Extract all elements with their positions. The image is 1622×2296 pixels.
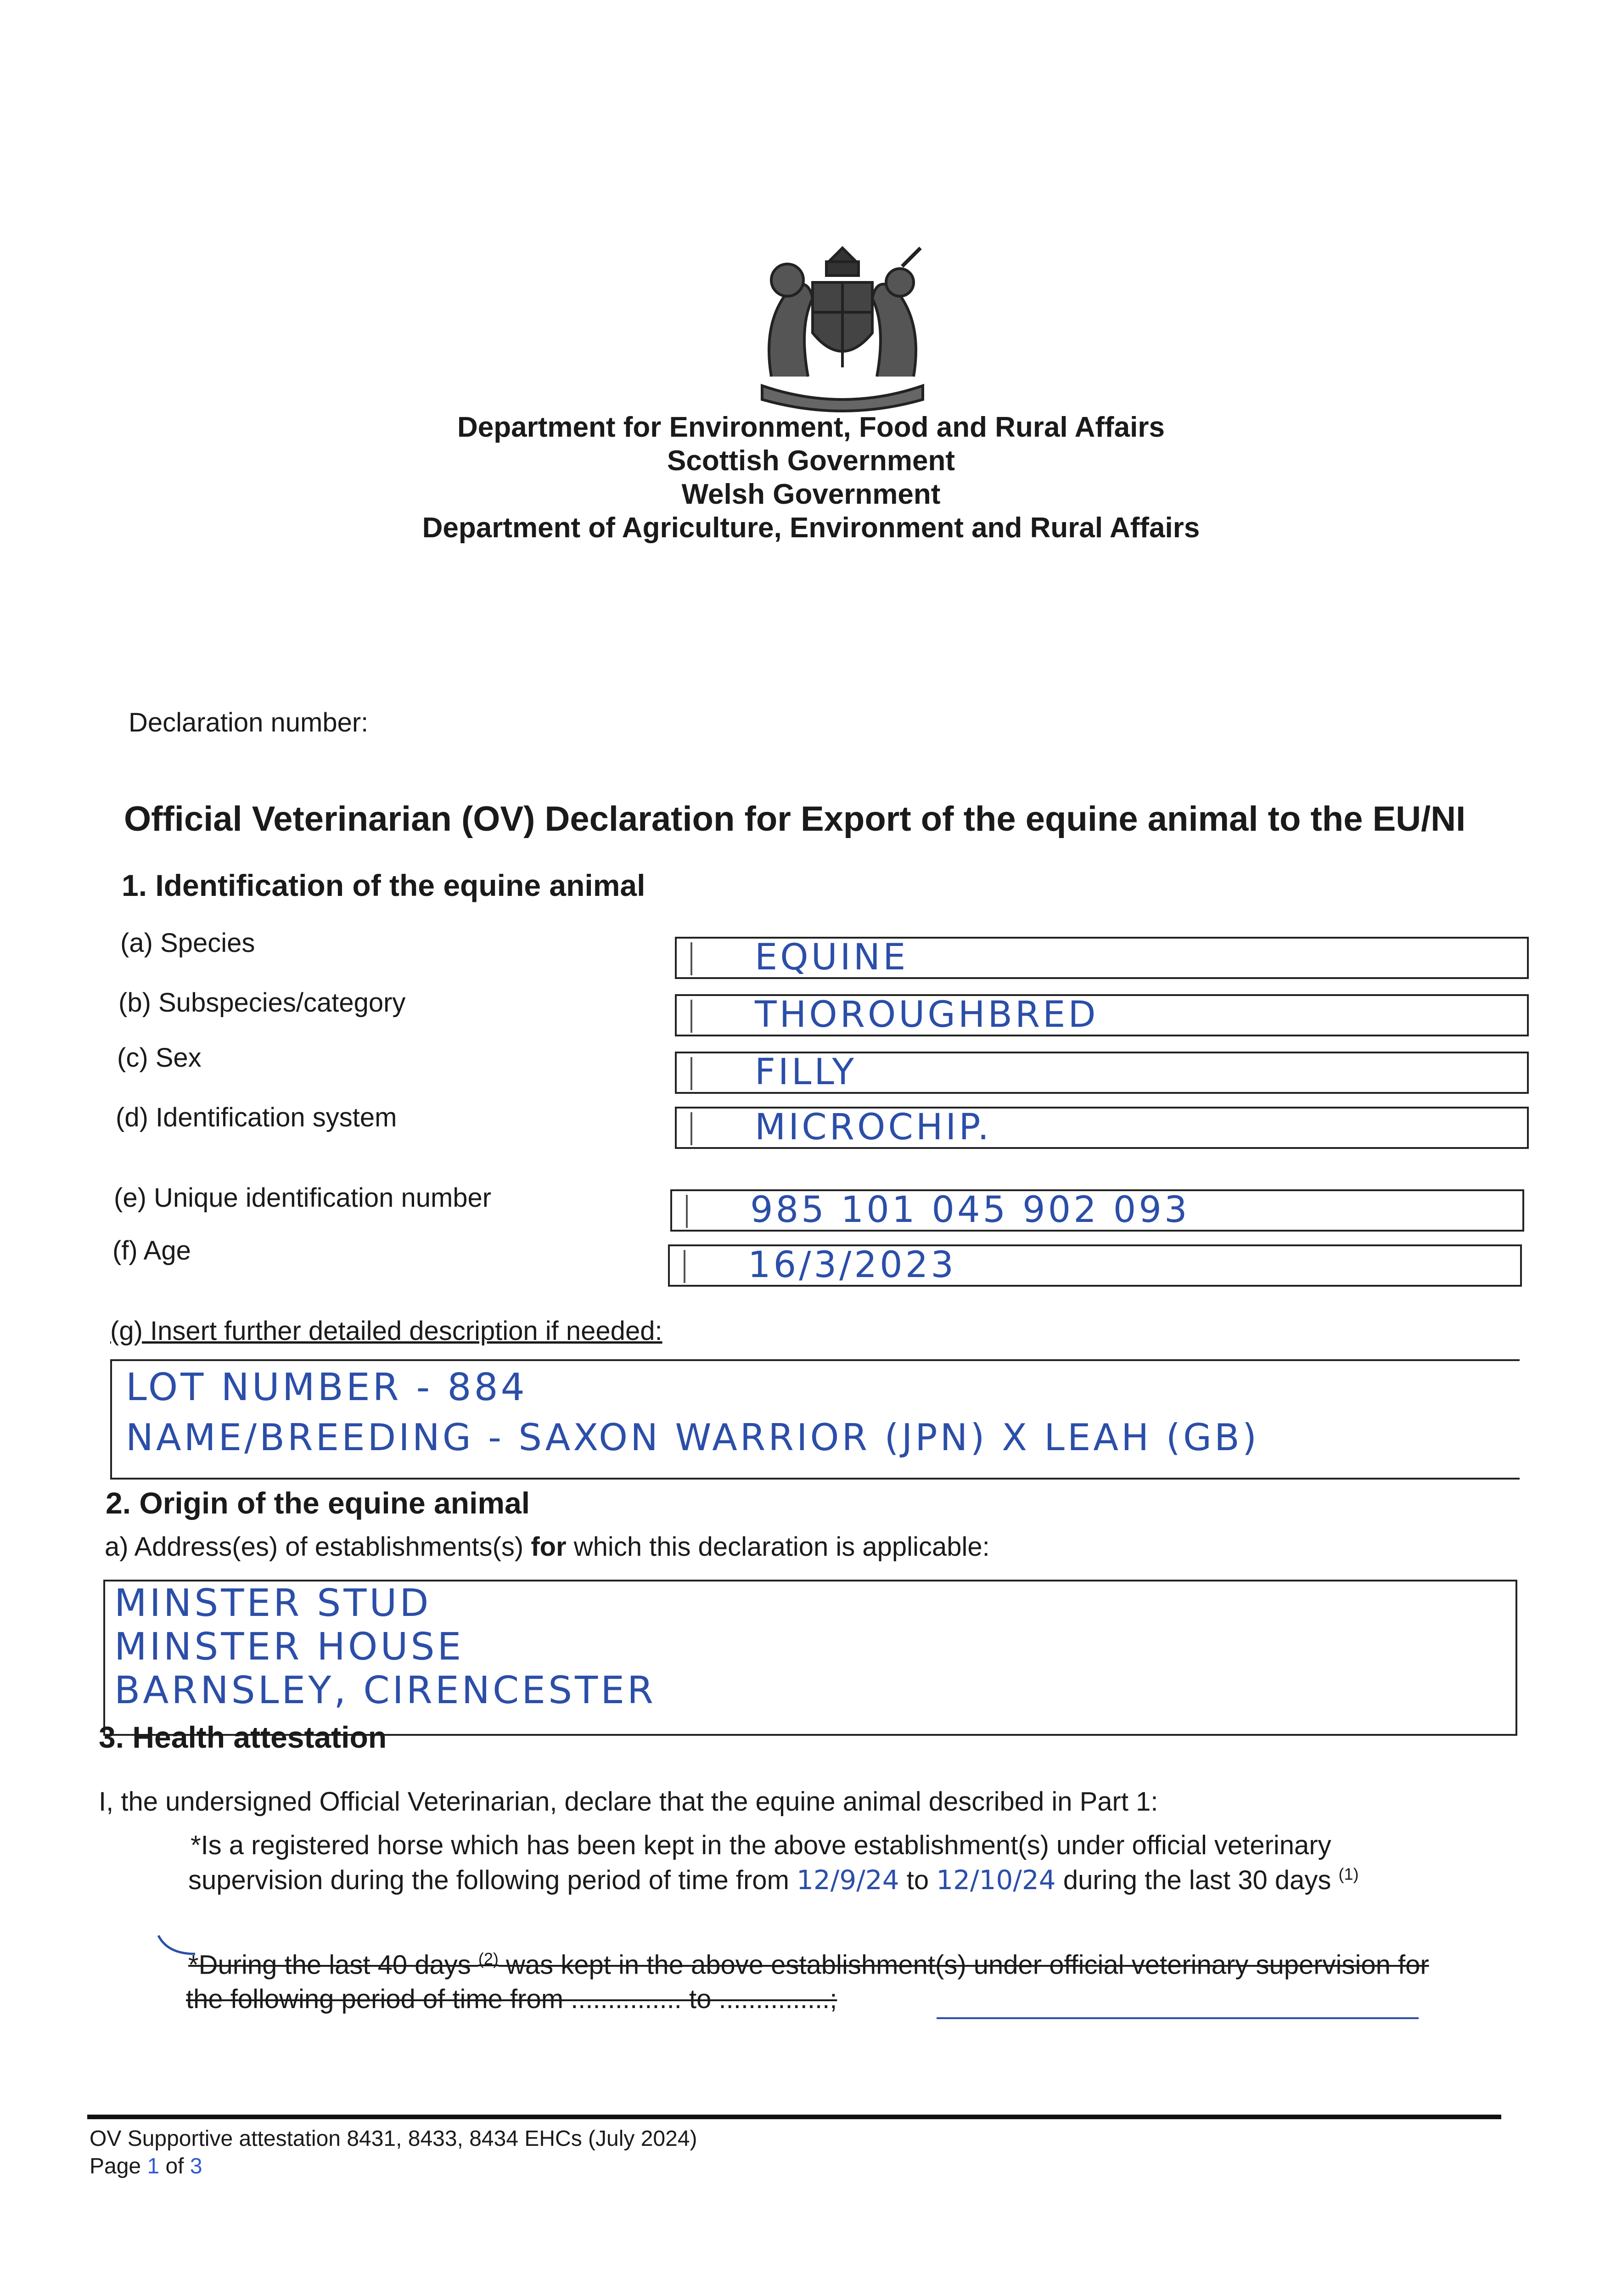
address-box[interactable] [103, 1580, 1517, 1736]
description-line-2: NAME/BREEDING - SAXON WARRIOR (JPN) X LEAH (GB) [126, 1416, 1260, 1459]
section-1-heading: 1. Identification of the equine animal [122, 868, 645, 902]
address-label-bold: for [531, 1532, 567, 1562]
department-defra: Department for Environment, Food and Rural Affairs [457, 411, 1165, 443]
document-title: Official Veterinarian (OV) Declaration for Export of the equine animal to the EU/NI [124, 799, 1466, 838]
clause-1-from-date[interactable]: 12/9/24 [797, 1864, 899, 1896]
sex-label: (c) Sex [117, 1043, 202, 1073]
field-divider [690, 1112, 692, 1145]
subspecies-value: THOROUGHBRED [755, 994, 1099, 1035]
age-label: (f) Age [112, 1236, 191, 1266]
address-line-1: MINSTER STUD [114, 1581, 432, 1625]
species-value: EQUINE [755, 937, 909, 978]
description-line-1: LOT NUMBER - 884 [126, 1366, 528, 1409]
field-divider [690, 1000, 692, 1033]
page-word: Page [90, 2154, 147, 2178]
page-total: 3 [190, 2154, 202, 2178]
species-field[interactable] [675, 937, 1529, 979]
section-3-heading: 3. Health attestation [99, 1720, 387, 1754]
clause-1-pre: supervision during the following period of time from [188, 1865, 797, 1895]
description-box[interactable] [110, 1359, 1520, 1480]
sex-field[interactable] [675, 1052, 1529, 1094]
address-label-pre: a) Address(es) of establishments(s) [105, 1532, 531, 1562]
footer-divider [87, 2115, 1501, 2119]
section-2-heading: 2. Origin of the equine animal [106, 1486, 530, 1520]
field-divider [686, 1195, 688, 1228]
clause-1-to-word: to [899, 1865, 937, 1895]
royal-coat-of-arms-icon [744, 239, 941, 413]
field-divider [690, 942, 692, 975]
unique-id-value: 985 101 045 902 093 [750, 1189, 1190, 1231]
description-label: (g) Insert further detailed description if needed: [110, 1316, 662, 1346]
page-of: of [159, 2154, 190, 2178]
unique-id-label: (e) Unique identification number [114, 1183, 492, 1213]
sex-value: FILLY [755, 1052, 857, 1093]
identification-system-field[interactable] [675, 1107, 1529, 1149]
subspecies-label: (b) Subspecies/category [118, 988, 406, 1018]
clause-1-to-date[interactable]: 12/10/24 [936, 1864, 1056, 1896]
subspecies-field[interactable] [675, 994, 1529, 1036]
address-line-2: MINSTER HOUSE [114, 1625, 464, 1669]
footer-attestation: OV Supportive attestation 8431, 8433, 8434 EHCs (July 2024) [90, 2127, 697, 2151]
clause-2-pre: *During the last 40 days [188, 1950, 478, 1980]
clause-2-line-2: the following period of time from ............... to ...............; [186, 1984, 837, 2014]
field-divider [690, 1057, 692, 1090]
department-daera: Department of Agriculture, Environment and Rural Affairs [422, 512, 1200, 544]
address-line-3: BARNSLEY, CIRENCESTER [114, 1669, 656, 1712]
identification-system-value: MICROCHIP. [755, 1107, 992, 1148]
age-field[interactable] [668, 1244, 1522, 1287]
address-label [105, 1531, 990, 1562]
age-value: 16/3/2023 [748, 1244, 956, 1286]
department-scottish-government: Scottish Government [667, 445, 955, 477]
unique-id-field[interactable] [670, 1189, 1524, 1232]
clause-2-post: was kept in the above establishment(s) under official veterinary supervision for [498, 1950, 1429, 1980]
clause-1-post: during the last 30 days [1055, 1865, 1339, 1895]
identification-system-label: (d) Identification system [116, 1103, 397, 1132]
clause-2-footnote: (2) [478, 1949, 499, 1968]
clause-1-line-1: *Is a registered horse which has been kept in the above establishment(s) under official veterinary [191, 1830, 1331, 1860]
address-label-post: which this declaration is applicable: [566, 1532, 990, 1562]
declaration-number-label: Declaration number: [129, 708, 369, 737]
clause-1-footnote: (1) [1338, 1864, 1359, 1884]
clause-1-line-2 [188, 1864, 1359, 1896]
field-divider [684, 1250, 685, 1283]
attestation-intro: I, the undersigned Official Veterinarian, declare that the equine animal described in Part 1: [99, 1787, 1158, 1817]
strike-through-pen-mark [156, 1933, 1442, 2025]
page-current: 1 [147, 2154, 160, 2178]
department-welsh-government: Welsh Government [681, 478, 941, 510]
species-label: (a) Species [120, 928, 255, 958]
footer-page-number [90, 2154, 202, 2179]
